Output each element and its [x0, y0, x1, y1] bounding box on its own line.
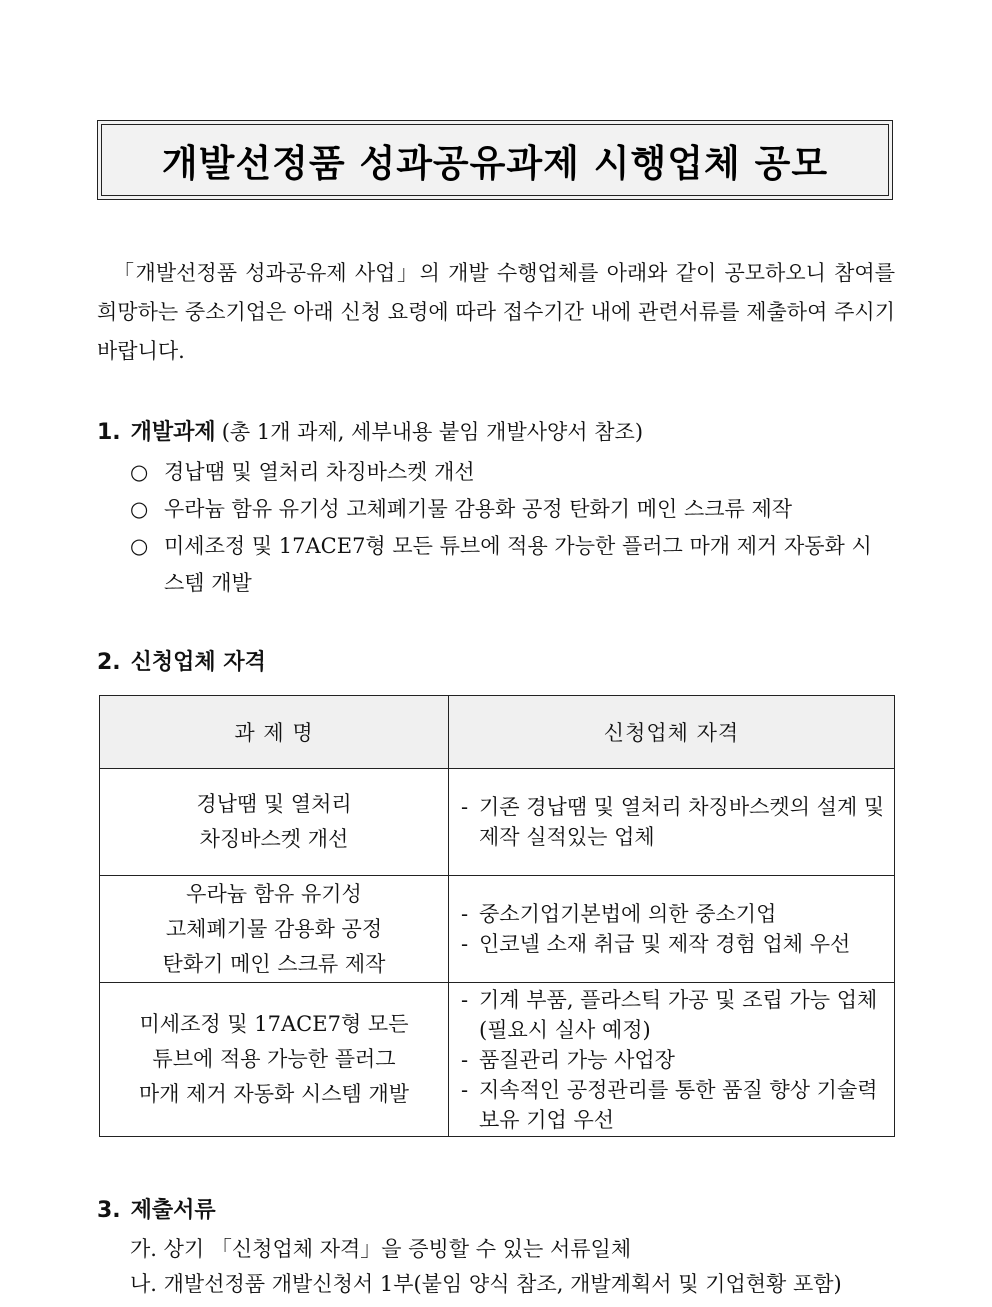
header-task: 과 제 명 — [100, 696, 449, 769]
section2-heading — [97, 645, 266, 676]
qualification-text: 중소기업기본법에 의한 중소기업 — [479, 902, 777, 926]
task-line: 고체폐기물 감용화 공정 — [165, 916, 383, 941]
dash-bullet: - — [461, 795, 469, 819]
dash-bullet: - — [461, 902, 469, 926]
page-title: 개발선정품 성과공유과제 시행업체 공모 — [161, 142, 829, 185]
circle-bullet-icon: ○ — [130, 534, 149, 558]
list-item: 나. 개발선정품 개발신청서 1부(붙임 양식 참조, 개발계획서 및 기업현황 포함) — [130, 1272, 842, 1296]
task-line: 마개 제거 자동화 시스템 개발 — [138, 1082, 410, 1106]
task-line: 우라늄 함유 유기성 — [186, 881, 362, 906]
section1-note: (총 1개 과제, 세부내용 붙임 개발사양서 참조) — [221, 420, 644, 444]
section3-title: 제출서류 — [130, 1198, 216, 1223]
qualification-text: 기존 경납땜 및 열처리 차징바스켓의 설계 및 제작 실적있는 업체 — [479, 795, 885, 849]
table-row — [100, 769, 895, 876]
qualification-text: 품질관리 가능 사업장 — [479, 1047, 675, 1072]
circle-bullet-icon: ○ — [130, 497, 149, 521]
list-item — [130, 528, 890, 602]
task-line: 미세조정 및 17ACE7형 모든 — [139, 1012, 409, 1036]
section1-title: 개발과제 — [130, 420, 216, 445]
qualification-text: 인코넬 소재 취급 및 제작 경험 업체 우선 — [479, 932, 851, 956]
qualification-text: 지속적인 공정관리를 통한 품질 향상 기술력 보유 기업 우선 — [479, 1077, 878, 1132]
table-header-row — [100, 696, 895, 769]
task-cell — [100, 769, 449, 876]
section1-number: 1. — [97, 420, 121, 445]
dash-bullet: - — [461, 1047, 469, 1072]
task-item-1: 경납땜 및 열처리 차징바스켓 개선 — [164, 460, 475, 484]
list-item — [130, 491, 890, 528]
qualification-item — [461, 985, 890, 1045]
title-inner-border — [101, 124, 889, 196]
list-item: 가. 상기 「신청업체 자격」을 증빙할 수 있는 서류일체 — [130, 1237, 632, 1261]
qualification-cell — [449, 983, 895, 1137]
qualification-text: 기계 부품, 플라스틱 가공 및 조립 가능 업체 (필요시 실사 예정) — [479, 987, 878, 1042]
dash-bullet: - — [461, 932, 469, 956]
task-item-3: 미세조정 및 17ACE7형 모든 튜브에 적용 가능한 플러그 마개 제거 자동화 시스템 개발 — [164, 534, 872, 595]
task-cell — [100, 876, 449, 983]
documents-list — [130, 1232, 900, 1302]
section3-heading — [97, 1193, 216, 1224]
task-line: 차징바스켓 개선 — [199, 827, 349, 851]
qualification-cell — [449, 769, 895, 876]
task-line: 탄화기 메인 스크류 제작 — [162, 951, 386, 976]
task-line: 경납땜 및 열처리 — [196, 792, 352, 816]
section3-number: 3. — [97, 1198, 121, 1223]
qualification-table — [99, 695, 895, 1137]
intro-text: 「개발선정품 성과공유제 사업」의 개발 수행업체를 아래와 같이 공모하오니 참여를 희망하는 중소기업은 아래 신청 요령에 따라 접수기간 내에 관련서류를 제출하여 주시기 바랍니다. — [97, 261, 895, 363]
task-cell — [100, 983, 449, 1137]
intro-paragraph — [97, 254, 895, 371]
section1-heading — [97, 415, 643, 446]
header-qualification: 신청업체 자격 — [449, 696, 895, 769]
qualification-item — [461, 929, 890, 959]
circle-bullet-icon: ○ — [130, 460, 149, 484]
task-list — [130, 454, 890, 602]
list-item — [130, 454, 890, 491]
table-row — [100, 876, 895, 983]
qualification-cell — [449, 876, 895, 983]
dash-bullet: - — [461, 987, 469, 1012]
qualification-item — [461, 792, 890, 852]
task-line: 튜브에 적용 가능한 플러그 — [152, 1047, 396, 1071]
task-item-2: 우라늄 함유 유기성 고체폐기물 감용화 공정 탄화기 메인 스크류 제작 — [164, 497, 793, 521]
dash-bullet: - — [461, 1077, 469, 1102]
section2-number: 2. — [97, 650, 121, 675]
title-box — [97, 120, 893, 200]
qualification-item — [461, 1045, 890, 1075]
qualification-item — [461, 899, 890, 929]
table-row — [100, 983, 895, 1137]
qualification-item — [461, 1075, 890, 1135]
section2-title: 신청업체 자격 — [130, 650, 266, 675]
